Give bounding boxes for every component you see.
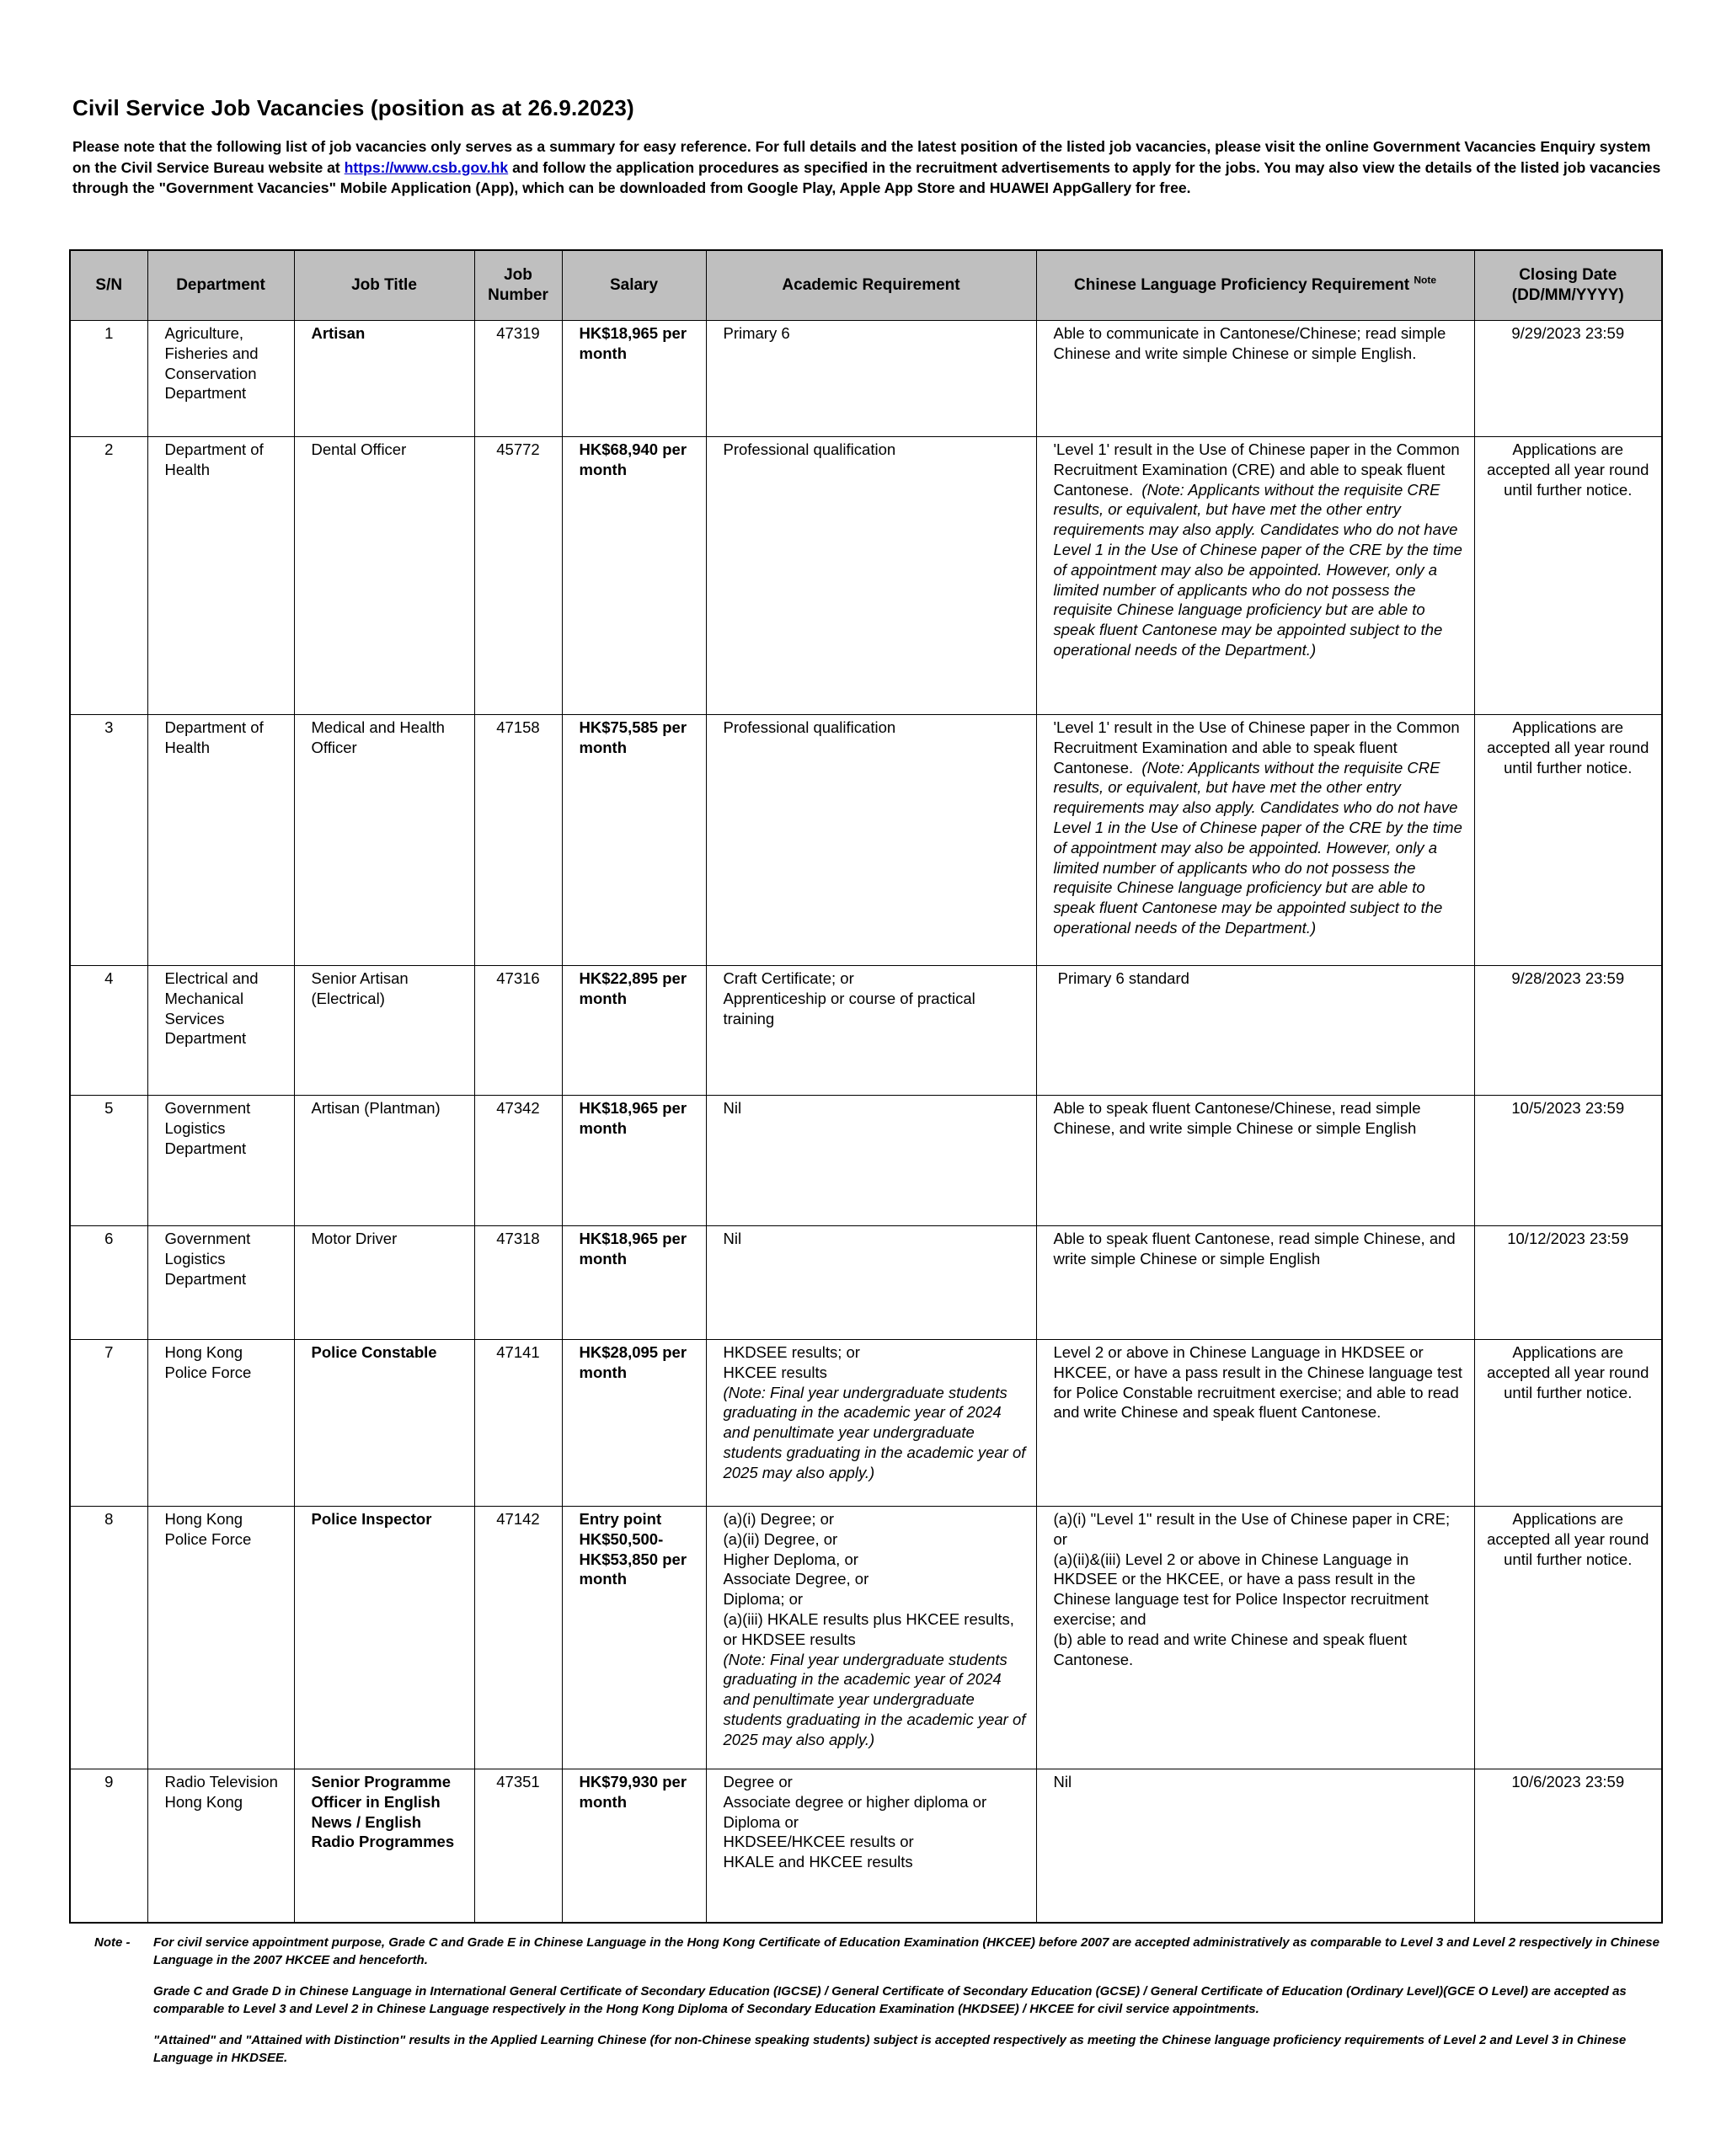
- cell-department-text: Electrical and Mechanical Services Department: [164, 969, 263, 1048]
- footnote-3: "Attained" and "Attained with Distinction" results in the Applied Learning Chinese (for non-Chinese speaking students) subject is accepted respectively as meeting the Chinese language proficiency requirements of Level 2 and Level 3 in Chinese Language in HKDSEE.: [153, 2033, 1627, 2065]
- cell-closing-date: [1474, 1096, 1662, 1226]
- cell-salary-text: HK$28,095 per month: [579, 1343, 692, 1381]
- cell-department-text: Government Logistics Department: [164, 1230, 255, 1288]
- cell-job-title: [294, 1507, 474, 1769]
- cell-job-title: [294, 1226, 474, 1340]
- footnotes: [94, 1935, 1661, 2081]
- cell-department: [147, 715, 294, 966]
- cell-salary: [562, 1507, 706, 1769]
- cell-chinese-note: (Note: Applicants without the requisite CRE results, or equivalent, but have met the other entry requirements may also apply. Candidates who do not have Level 1 in the Use of Chinese paper of the CRE by the time of appointment may also be appointed. However, only a limited number of applicants who do not possess the requisite Chinese language proficiency but are able to speak fluent Cantonese may be appointed subject to the operational needs of the Department.): [1053, 480, 1462, 659]
- cell-department: [147, 1769, 294, 1923]
- cell-sn: [70, 1340, 147, 1507]
- table-row: [70, 1507, 1662, 1769]
- cell-job-title-text: Senior Artisan (Electrical): [311, 969, 413, 1007]
- cell-academic-text: HKDSEE results; or HKCEE results: [723, 1343, 860, 1381]
- cell-chinese-text: (a)(i) "Level 1" result in the Use of Chinese paper in CRE; or (a)(ii)&(iii) Level 2 or above in Chinese Language in HKDSEE or the HKCEE, or have a pass result in the Chinese language test for Police Inspector recruitment exercise; and (b) able to read and write Chinese and speak fluent Cantonese.: [1053, 1510, 1451, 1668]
- cell-department-text: Department of Health: [164, 440, 268, 478]
- intro-text-4: , which can be downloaded from Google Play, Apple App Store and HUAWEI AppGallery for free.: [514, 179, 1191, 196]
- cell-chinese: [1036, 1340, 1474, 1507]
- cell-sn: [70, 1507, 147, 1769]
- cell-salary: [562, 1769, 706, 1923]
- cell-academic-note: (Note: Final year undergraduate students graduating in the academic year of 2024 and penultimate year undergraduate students graduating in the academic year of 2025 may also apply.): [723, 1650, 1026, 1748]
- cell-sn-text: 7: [104, 1343, 114, 1361]
- cell-closing-date-text: 9/29/2023 23:59: [1511, 324, 1625, 342]
- cell-sn-text: 5: [104, 1099, 114, 1117]
- cell-job-number: [474, 1096, 562, 1226]
- cell-chinese: [1036, 321, 1474, 437]
- table-row: [70, 1226, 1662, 1340]
- cell-closing-date: [1474, 966, 1662, 1096]
- header-academic: Academic Requirement: [706, 250, 1036, 321]
- cell-sn: [70, 966, 147, 1096]
- cell-department: [147, 1096, 294, 1226]
- cell-chinese: [1036, 437, 1474, 715]
- cell-sn: [70, 1769, 147, 1923]
- cell-job-title-text: Artisan (Plantman): [311, 1099, 441, 1117]
- cell-salary-text: HK$18,965 per month: [579, 324, 692, 362]
- cell-chinese: [1036, 966, 1474, 1096]
- cell-job-number: [474, 966, 562, 1096]
- cell-job-title: [294, 715, 474, 966]
- cell-department-text: Radio Television Hong Kong: [164, 1773, 283, 1811]
- intro-text-3: and follow the application procedures as specified in the recruitment advertisements to apply for the jobs. You may also view the details of the listed job vacancies through the: [72, 158, 1661, 196]
- cell-salary-text: HK$22,895 per month: [579, 969, 692, 1007]
- table-row: [70, 321, 1662, 437]
- vacancies-table: [69, 249, 1663, 1924]
- mobile-app-label: "Government Vacancies" Mobile Application (App): [158, 179, 515, 196]
- cell-job-title: [294, 1769, 474, 1923]
- cell-salary: [562, 966, 706, 1096]
- cell-academic: [706, 1096, 1036, 1226]
- csb-website-link[interactable]: https://www.csb.gov.hk: [344, 158, 509, 176]
- cell-department-text: Government Logistics Department: [164, 1099, 255, 1157]
- cell-chinese: [1036, 1507, 1474, 1769]
- cell-job-title-text: Dental Officer: [311, 440, 407, 458]
- cell-closing-date-text: 10/12/2023 23:59: [1507, 1230, 1629, 1247]
- cell-salary: [562, 1226, 706, 1340]
- cell-sn-text: 8: [104, 1510, 114, 1528]
- table-row: [70, 437, 1662, 715]
- cell-salary-text: HK$75,585 per month: [579, 718, 692, 756]
- footnote-label: Note -: [94, 1935, 131, 1950]
- cell-academic-text: Professional qualification: [723, 718, 896, 736]
- cell-salary: [562, 1340, 706, 1507]
- cell-salary-text: HK$18,965 per month: [579, 1099, 692, 1137]
- cell-chinese-note: (Note: Applicants without the requisite CRE results, or equivalent, but have met the other entry requirements may also apply. Candidates who do not have Level 1 in the Use of Chinese paper of the CRE by the time of appointment may also be appointed. However, only a limited number of applicants who do not possess the requisite Chinese language proficiency but are able to speak fluent Cantonese may be appointed subject to the operational needs of the Department.): [1053, 758, 1462, 937]
- cell-job-number-text: 45772: [496, 440, 540, 458]
- cell-sn-text: 4: [104, 969, 114, 987]
- footnote-1: For civil service appointment purpose, Grade C and Grade E in Chinese Language in the Hong Kong Certificate of Education Examination (HKCEE) before 2007 are accepted administratively as comparable to Level 3 and Level 2 respectively in Chinese Language in the 2007 HKCEE and henceforth.: [153, 1935, 1660, 1967]
- cell-salary: [562, 321, 706, 437]
- cell-salary: [562, 1096, 706, 1226]
- cell-closing-date: [1474, 1507, 1662, 1769]
- cell-chinese-text: 'Level 1' result in the Use of Chinese paper in the Common Recruitment Examination and able to speak fluent Cantonese.: [1053, 718, 1464, 776]
- cell-sn: [70, 1226, 147, 1340]
- cell-academic-text: Professional qualification: [723, 440, 896, 458]
- intro-text-2: at: [323, 158, 345, 176]
- cell-academic-text: Nil: [723, 1230, 742, 1247]
- cell-closing-date-text: 10/6/2023 23:59: [1511, 1773, 1625, 1790]
- cell-sn-text: 3: [104, 718, 114, 736]
- cell-job-number: [474, 1507, 562, 1769]
- cell-chinese: [1036, 1769, 1474, 1923]
- cell-closing-date-text: 9/28/2023 23:59: [1511, 969, 1625, 987]
- cell-closing-date-text: Applications are accepted all year round until further notice.: [1487, 1510, 1654, 1568]
- table-row: [70, 1769, 1662, 1923]
- cell-job-title: [294, 1096, 474, 1226]
- cell-department: [147, 966, 294, 1096]
- cell-job-number-text: 47318: [496, 1230, 540, 1247]
- cell-department: [147, 437, 294, 715]
- cell-salary-text: Entry point HK$50,500-HK$53,850 per month: [579, 1510, 692, 1588]
- cell-closing-date: [1474, 321, 1662, 437]
- cell-salary: [562, 715, 706, 966]
- cell-chinese-text: Nil: [1053, 1773, 1072, 1790]
- cell-academic: [706, 321, 1036, 437]
- cell-chinese-text: Able to communicate in Cantonese/Chinese; read simple Chinese and write simple Chinese or simple English.: [1053, 324, 1451, 362]
- header-sn: S/N: [70, 250, 147, 321]
- table-row: [70, 715, 1662, 966]
- cell-sn-text: 1: [104, 324, 114, 342]
- header-salary: Salary: [562, 250, 706, 321]
- cell-academic: [706, 437, 1036, 715]
- cell-salary-text: HK$79,930 per month: [579, 1773, 692, 1811]
- table-row: [70, 1340, 1662, 1507]
- cell-department: [147, 1507, 294, 1769]
- cell-chinese-text: Level 2 or above in Chinese Language in HKDSEE or HKCEE, or have a pass result in the Chinese language test for Police Constable recruitment exercise; and able to read and write Chinese and speak fluent Cantonese.: [1053, 1343, 1467, 1422]
- cell-closing-date: [1474, 1340, 1662, 1507]
- cell-academic-note: (Note: Final year undergraduate students graduating in the academic year of 2024 and penultimate year undergraduate students graduating in the academic year of 2025 may also apply.): [723, 1383, 1026, 1481]
- cell-chinese-text: 'Level 1' result in the Use of Chinese paper in the Common Recruitment Examination (CRE) and able to speak fluent Cantonese.: [1053, 440, 1464, 499]
- cell-department-text: Agriculture, Fisheries and Conservation Department: [164, 324, 263, 403]
- cell-job-title: [294, 1340, 474, 1507]
- cell-job-number: [474, 1226, 562, 1340]
- cell-sn: [70, 1096, 147, 1226]
- cell-sn: [70, 715, 147, 966]
- cell-job-number-text: 47316: [496, 969, 540, 987]
- intro-paragraph: [72, 136, 1665, 199]
- cell-academic-text: Craft Certificate; or Apprenticeship or course of practical training: [723, 969, 975, 1027]
- cell-job-number-text: 47319: [496, 324, 540, 342]
- cell-job-number: [474, 715, 562, 966]
- cell-closing-date: [1474, 437, 1662, 715]
- cell-academic: [706, 1226, 1036, 1340]
- cell-chinese: [1036, 715, 1474, 966]
- footnote-2: Grade C and Grade D in Chinese Language in International General Certificate of Secondary Education (IGCSE) / General Certificate of Secondary Education (GCSE) / General Certificate of Education (Ordinary Level)(GCE O Level) are accepted as comparable to Level 3 and Level 2 in Chinese Language respectively in the Hong Kong Diploma of Secondary Education Examination (HKDSEE) / HKCEE for civil service appointments.: [153, 1984, 1627, 2016]
- cell-job-number-text: 47158: [496, 718, 540, 736]
- cell-academic-text: (a)(i) Degree; or (a)(ii) Degree, or Higher Deploma, or Associate Degree, or Diploma; or (a)(iii) HKALE results plus HKCEE results, or HKDSEE results: [723, 1510, 1014, 1648]
- table-header-row: [70, 250, 1662, 321]
- csb-website-label: Civil Service Bureau website: [120, 158, 323, 176]
- header-closing-date: Closing Date (DD/MM/YYYY): [1474, 250, 1662, 321]
- cell-academic: [706, 715, 1036, 966]
- table-row: [70, 1096, 1662, 1226]
- cell-academic: [706, 1340, 1036, 1507]
- cell-department-text: Department of Health: [164, 718, 268, 756]
- cell-academic: [706, 966, 1036, 1096]
- cell-closing-date: [1474, 1226, 1662, 1340]
- header-job-number: Job Number: [474, 250, 562, 321]
- cell-salary-text: HK$18,965 per month: [579, 1230, 692, 1267]
- cell-department: [147, 1226, 294, 1340]
- cell-job-number-text: 47142: [496, 1510, 540, 1528]
- cell-sn-text: 9: [104, 1773, 114, 1790]
- cell-job-number-text: 47141: [496, 1343, 540, 1361]
- cell-job-title-text: Police Inspector: [311, 1510, 432, 1528]
- cell-chinese-text: Able to speak fluent Cantonese, read simple Chinese, and write simple Chinese or simple English: [1053, 1230, 1460, 1267]
- cell-job-number: [474, 1769, 562, 1923]
- cell-chinese-text: Able to speak fluent Cantonese/Chinese, read simple Chinese, and write simple Chinese or simple English: [1053, 1099, 1425, 1137]
- cell-salary: [562, 437, 706, 715]
- cell-job-title-text: Motor Driver: [311, 1230, 398, 1247]
- table-row: [70, 966, 1662, 1096]
- cell-job-title: [294, 966, 474, 1096]
- cell-department: [147, 321, 294, 437]
- cell-closing-date-text: 10/5/2023 23:59: [1511, 1099, 1625, 1117]
- cell-sn: [70, 437, 147, 715]
- cell-salary-text: HK$68,940 per month: [579, 440, 692, 478]
- cell-sn: [70, 321, 147, 437]
- cell-job-number: [474, 1340, 562, 1507]
- cell-job-number-text: 47342: [496, 1099, 540, 1117]
- cell-academic-text: Primary 6: [723, 324, 790, 342]
- cell-job-title-text: Police Constable: [311, 1343, 437, 1361]
- cell-academic-text: Degree or Associate degree or higher diploma or Diploma or HKDSEE/HKCEE results or HKALE and HKCEE results: [723, 1773, 987, 1871]
- cell-closing-date-text: Applications are accepted all year round until further notice.: [1487, 1343, 1654, 1401]
- page-title: Civil Service Job Vacancies (position as at 26.9.2023): [72, 95, 634, 120]
- footnote-block: [94, 1935, 1661, 2067]
- cell-department-text: Hong Kong Police Force: [164, 1510, 252, 1548]
- cell-chinese-text: Primary 6 standard: [1053, 969, 1189, 987]
- cell-academic: [706, 1769, 1036, 1923]
- cell-job-title-text: Senior Programme Officer in English News / English Radio Programmes: [311, 1773, 456, 1851]
- cell-job-title: [294, 437, 474, 715]
- cell-academic: [706, 1507, 1036, 1769]
- cell-sn-text: 2: [104, 440, 114, 458]
- cell-closing-date-text: Applications are accepted all year round until further notice.: [1487, 440, 1654, 499]
- cell-job-title-text: Artisan: [311, 324, 366, 342]
- cell-chinese: [1036, 1096, 1474, 1226]
- cell-job-number-text: 47351: [496, 1773, 540, 1790]
- cell-closing-date: [1474, 1769, 1662, 1923]
- cell-closing-date-text: Applications are accepted all year round until further notice.: [1487, 718, 1654, 776]
- cell-department: [147, 1340, 294, 1507]
- header-chinese-note: Note: [1414, 274, 1436, 286]
- header-job-title: Job Title: [294, 250, 474, 321]
- cell-closing-date: [1474, 715, 1662, 966]
- header-chinese-label: Chinese Language Proficiency Requirement: [1074, 276, 1410, 294]
- intro-text-1: Please note that the following list of job vacancies only serves as a summary for easy reference. For full details and the latest position of the listed job vacancies, please visit the online Government Vacancies Enquiry system on the: [72, 138, 1651, 176]
- cell-job-title-text: Medical and Health Officer: [311, 718, 450, 756]
- header-department: Department: [147, 250, 294, 321]
- cell-job-number: [474, 321, 562, 437]
- cell-department-text: Hong Kong Police Force: [164, 1343, 252, 1381]
- cell-academic-text: Nil: [723, 1099, 742, 1117]
- header-chinese: [1036, 250, 1474, 321]
- cell-job-title: [294, 321, 474, 437]
- cell-chinese: [1036, 1226, 1474, 1340]
- cell-job-number: [474, 437, 562, 715]
- cell-sn-text: 6: [104, 1230, 114, 1247]
